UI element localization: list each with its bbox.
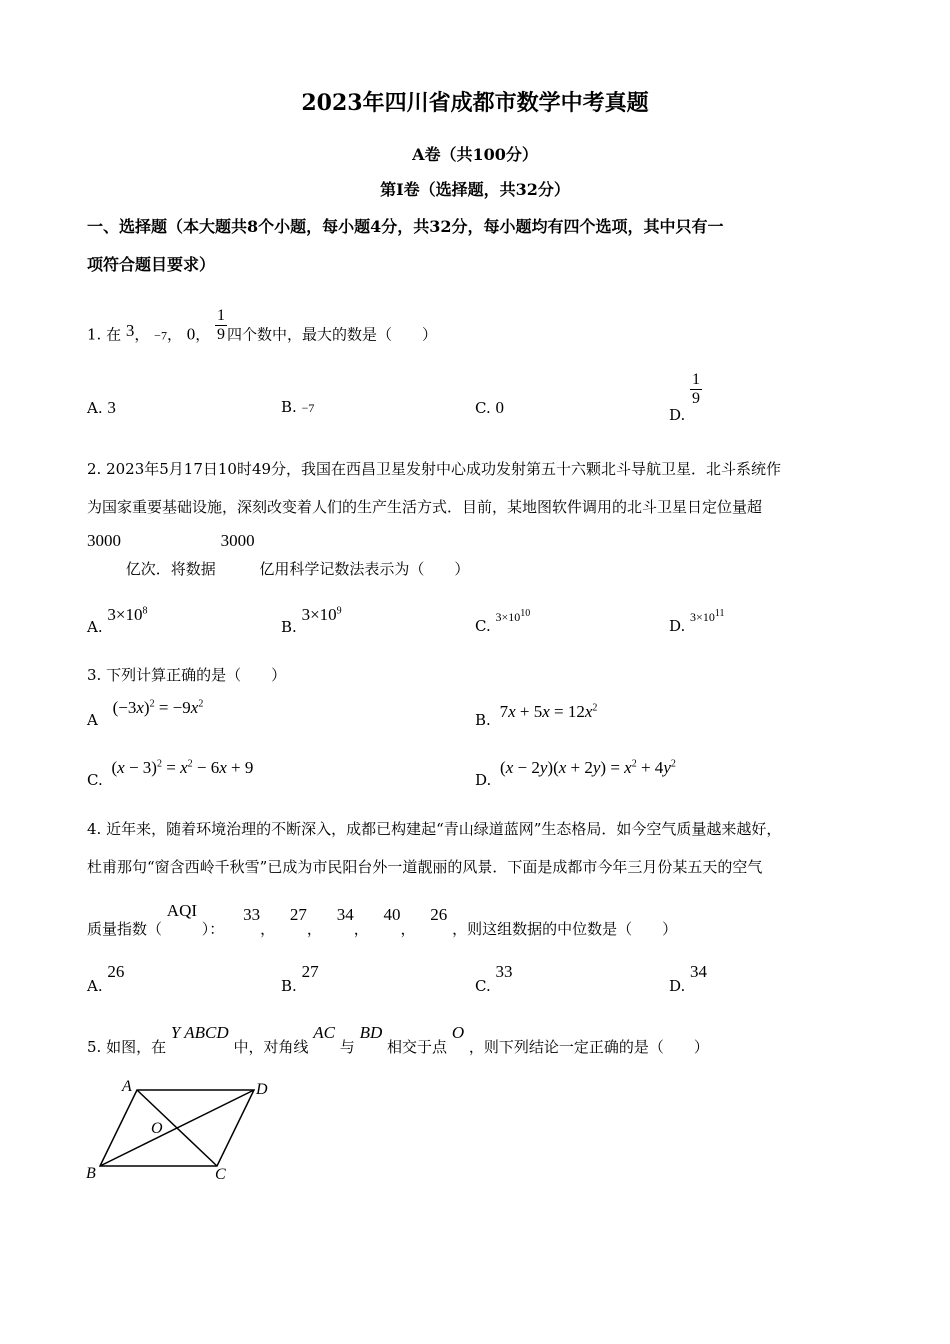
option-label: B. [281,618,297,636]
q1-option-d[interactable] [669,371,702,424]
sci-exponent: 10 [520,608,531,619]
section-heading-line2: 项符合题目要求） [87,255,216,274]
option-expression: $(x - 3)^2 = x^2 - 6x + 9$ [111,758,254,777]
option-label: B. [281,398,297,416]
option-expression [107,605,147,624]
option-label: C. [475,399,491,417]
q5-suffix: ，则下列结论一定正确的是（ ） [468,1038,709,1056]
q3-option-d[interactable] [475,758,676,789]
q1-number-0: 0 [186,324,196,344]
q1-stem [87,307,438,353]
option-label: D. [669,405,686,424]
option-value: −7 [301,401,315,415]
q4-value: 34 [336,905,354,924]
option-label: D. [669,617,686,635]
frac-den: 9 [692,390,701,407]
option-value: 26 [107,962,125,981]
option-label: A [87,711,98,729]
q2-mid-text: 亿次．将数据 [125,560,216,578]
sci-exponent: 11 [714,608,725,619]
q1-frac-num: 1 [217,307,226,324]
q5-bd: BD [359,1023,383,1042]
option-label: A. [87,399,103,417]
q1-option-c[interactable] [475,398,504,418]
sci-exponent: 8 [142,605,148,617]
q2-line1: 2. 2023年5月17日10时49分，我国在西昌卫星发射中心成功发射第五十六颗北斗导航卫星．北斗系统作 [87,460,782,478]
q1-prefix: 1. 在 [87,325,122,344]
vertex-label-c: C [215,1166,226,1183]
intersection-label-o: O [151,1120,163,1137]
q4-value: 26 [430,905,448,924]
q2-number-3000: 3000 [220,531,255,550]
option-value: 0 [495,398,504,417]
option-label: C. [475,977,491,995]
option-label: D. [475,771,492,789]
q5-parallelogram: Y ABCD [170,1023,229,1042]
q1-option-a[interactable] [87,398,116,418]
q4-line3: 质量指数（ AQI ）： 33， 27， 34， 40， 26 ，则这组数据的中位数是（ ） [87,901,678,938]
sci-base: 3×10 [107,605,143,624]
parallelogram-figure [82,1072,282,1184]
option-expression [690,610,724,624]
q5-and: 与 [339,1038,355,1056]
paper-1-heading: 第I卷（选择题，共32分） [380,180,570,199]
q2-suffix: 亿用科学记数法表示为（ ） [259,560,470,578]
option-label: A. [87,618,103,636]
q4-value: 33 [243,905,261,924]
q2-option-a[interactable] [87,605,148,636]
option-expression: $(x - 2y)(x + 2y) = x^2 + 4y^2$ [500,758,676,777]
q4-suffix: ，则这组数据的中位数是（ ） [452,920,678,938]
q2-option-b[interactable] [281,605,342,636]
q4-option-b[interactable] [281,962,319,995]
q2-option-c[interactable] [475,607,531,635]
q1-sep: ， [195,325,211,344]
diagonal-bd [100,1090,254,1166]
sci-exponent: 9 [336,605,342,617]
q2-line3 [87,531,470,578]
q4-option-d[interactable] [669,962,708,995]
section-heading-line1: 一、选择题（本大题共8个小题，每小题4分，共32分，每小题均有四个选项，其中只有一 [87,217,724,236]
q1-frac-den: 9 [217,326,226,343]
q1-sep: ， [166,325,182,344]
vertex-label-a: A [122,1078,132,1095]
q1-number-neg7: −7 [154,328,167,343]
q4-aqi: AQI [166,901,198,920]
vertex-label-b: B [86,1165,96,1182]
q2-option-d[interactable] [669,607,725,635]
q4-close: ）： [201,920,225,938]
q5-mid1: 中，对角线 [233,1038,309,1056]
frac-num: 1 [692,371,701,388]
option-value: 27 [301,962,319,981]
q4-lead: 质量指数（ [87,920,163,938]
option-expression: $(-3x)^2 = -9x^2$ [112,698,204,717]
q2-line2: 为国家重要基础设施，深刻改变着人们的生产生活方式．目前，某地图软件调用的北斗卫星日定位量超 [87,498,763,516]
q5-ac: AC [313,1023,335,1042]
option-value: 33 [495,962,513,981]
q1-sep: ， [134,325,150,344]
q5-o: O [451,1023,465,1042]
option-label: C. [475,617,491,635]
q2-number-3000: 3000 [87,531,121,550]
option-expression: $7x + 5x = 12x^2$ [499,702,598,721]
option-label: A. [87,977,103,995]
q4-line2: 杜甫那句“窗含西岭千秋雪”已成为市民阳台外一道靓丽的风景．下面是成都市今年三月份某五天的空气 [87,858,763,876]
vertex-label-d: D [256,1081,268,1098]
q4-option-a[interactable] [87,962,125,995]
q5-mid2: 相交于点 [387,1038,448,1056]
page-title: 2023年四川省成都市数学中考真题 [301,90,649,116]
option-label: B. [281,977,297,995]
q3-stem: 3. 下列计算正确的是（ ） [87,666,287,684]
q4-value: 27 [289,905,307,924]
q3-option-a[interactable] [87,698,204,729]
q1-suffix: 四个数中，最大的数是（ ） [227,325,438,344]
q3-option-c[interactable] [87,758,254,789]
option-label: D. [669,977,686,995]
q1-fraction [215,308,227,343]
option-expression [302,605,342,624]
q4-line1: 4. 近年来，随着环境治理的不断深入，成都已构建起“青山绿道蓝网”生态格局．如今空气质量越来越好， [87,820,782,838]
q1-option-b[interactable] [281,398,314,416]
option-value: 3 [107,398,116,417]
q3-option-b[interactable] [475,702,598,729]
sci-base: 3×10 [301,605,337,624]
option-label: B. [475,711,491,729]
q5-prefix: 5. 如图，在 [87,1038,167,1056]
q5-stem [87,1022,709,1056]
option-value: 34 [690,962,708,981]
q4-value: 40 [383,905,401,924]
q1-number-3: 3 [125,320,135,340]
sci-base: 3×10 [495,610,521,624]
option-fraction [690,372,702,407]
option-label: C. [87,771,103,789]
q4-option-c[interactable] [475,962,513,995]
option-expression [496,610,531,624]
paper-a-heading: A卷（共100分） [412,145,538,164]
sci-base: 3×10 [690,610,715,624]
